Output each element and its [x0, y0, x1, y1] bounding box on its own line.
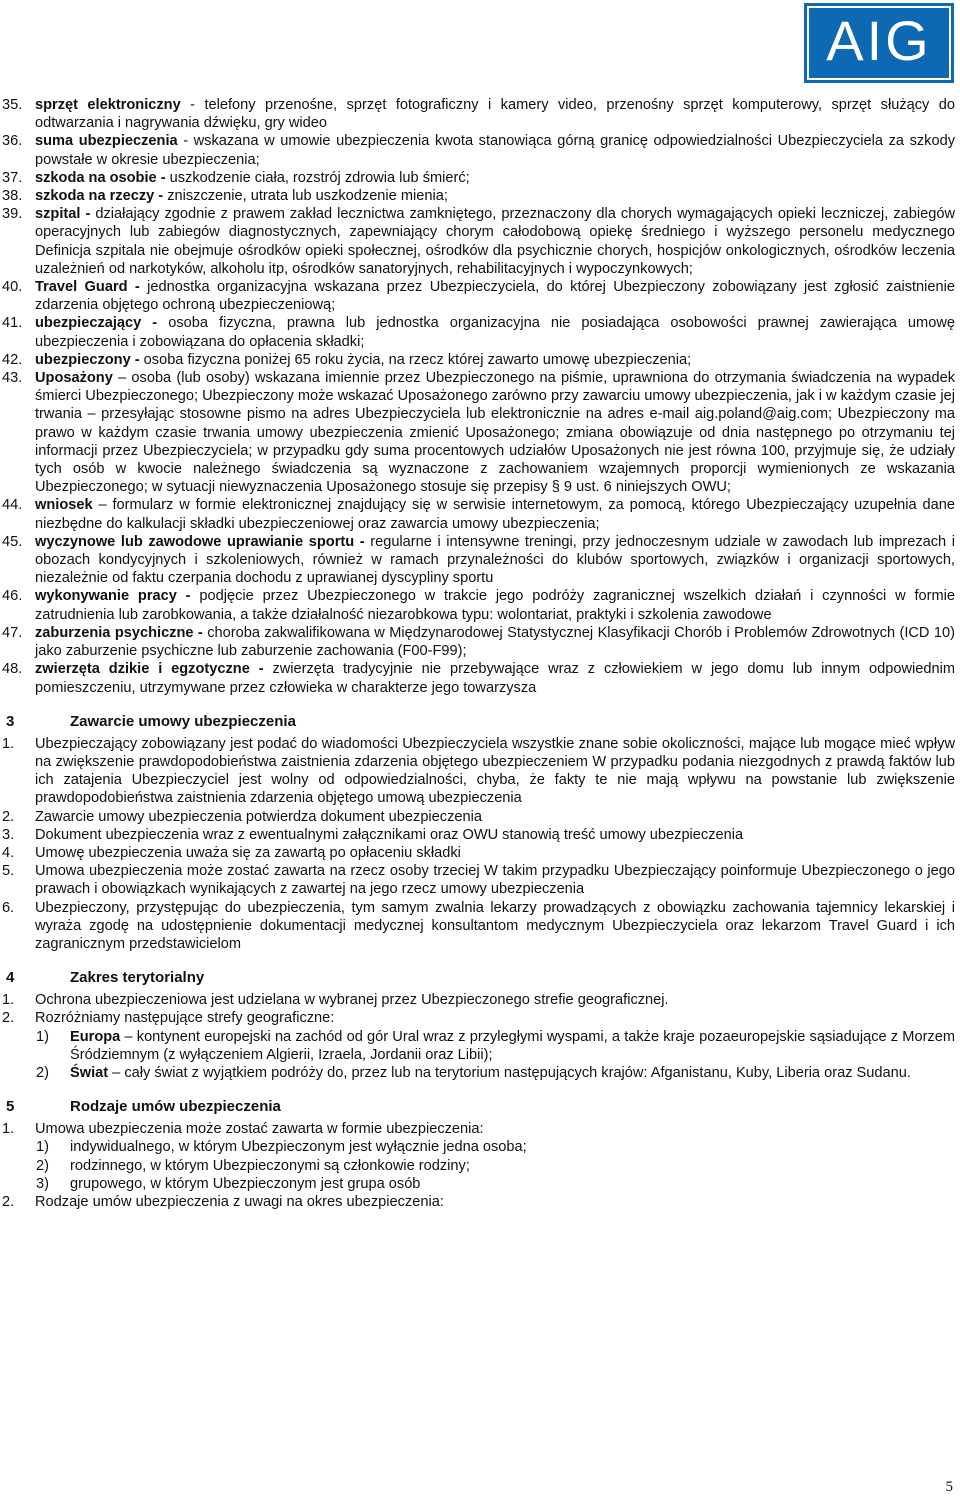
item-number: 47.	[2, 624, 23, 641]
definition-term: suma ubezpieczenia	[35, 133, 178, 150]
definition-item	[0, 496, 960, 532]
definition-term: sprzęt elektroniczny	[35, 97, 181, 113]
sub-item-term: Europa	[70, 1028, 121, 1045]
logo-text: AIG	[826, 9, 932, 72]
definition-term: szkoda na osobie -	[35, 169, 166, 186]
sub-item-text: indywidualnego, w którym Ubezpieczonym jest wyłącznie jedna osoba;	[70, 1139, 527, 1156]
sub-item	[0, 1157, 960, 1175]
definition-body: podjęcie przez Ubezpieczonego w trakcie jego podróży zagranicznej wszelkich działań i czynności w formie zatrudnienia lub zarobkowania, a także działalność niezarobkowa typu: wolontariat, praktyki i szkolenia zawodowe	[35, 588, 955, 623]
sub-item	[0, 1064, 960, 1082]
paragraph-number: 4.	[2, 844, 15, 861]
item-number: 39.	[2, 206, 23, 223]
definition-item	[0, 587, 960, 623]
section-paragraph	[0, 808, 960, 826]
paragraph-text: Ubezpieczony, przystępując do ubezpieczenia, tym samym zwalnia lekarzy prowadzących z obowiązku zachowania tajemnicy lekarskiej i wyraża zgodę na udostępnienie dokumentacji medycznej konsultantom medycznym Ubezpieczyciela oraz lekarzom Travel Guard i ich zagranicznym przedstawicielom	[35, 899, 955, 952]
paragraph-number: 2.	[2, 808, 15, 825]
definition-item	[0, 351, 960, 369]
paragraph-text: Rozróżniamy następujące strefy geograficzne:	[35, 1010, 335, 1027]
sub-item	[0, 1028, 960, 1064]
definition-body: zwierzęta tradycyjnie nie przebywające wraz z człowiekiem w jego domu lub innym odpowiednim pomieszczeniu, utrzymywane przez człowieka w charakterze jego towarzysza	[35, 661, 955, 696]
definition-item	[0, 187, 960, 205]
item-number: 37.	[2, 169, 23, 186]
paragraph-number: 1.	[2, 735, 15, 752]
paragraph-number: 2.	[2, 1193, 15, 1210]
section-paragraph	[0, 735, 960, 808]
sub-item-text: rodzinnego, w którym Ubezpieczonymi są członkowie rodziny;	[70, 1157, 470, 1174]
section-heading	[0, 1095, 960, 1115]
section-number: 5	[6, 1098, 15, 1116]
definition-item	[0, 169, 960, 187]
definition-term: Uposażony	[35, 370, 113, 387]
paragraph-text: Umowa ubezpieczenia może zostać zawarta na rzecz osoby trzeciej W takim przypadku Ubezpieczający poinformuje Ubezpieczonego o jego prawach i obowiązkach wynikających z zawartej na jego rzecz umowy ubezpieczenia	[35, 863, 955, 898]
sub-item-text: grupowego, w którym Ubezpieczonym jest grupa osób	[70, 1175, 421, 1192]
sub-item	[0, 1175, 960, 1193]
definitions-list	[0, 96, 960, 697]
sub-item-text: – cały świat z wyjątkiem podróży do, przez lub na terytorium następujących krajów: Afganistanu, Kuby, Liberia oraz Sudanu.	[108, 1064, 911, 1081]
item-number: 44.	[2, 497, 23, 514]
item-number: 41.	[2, 315, 23, 332]
item-number: 45.	[2, 533, 23, 550]
definition-body: uszkodzenie ciała, rozstrój zdrowia lub śmierć;	[165, 169, 470, 186]
definition-body: działający zgodnie z prawem zakład lecznictwa zamkniętego, przeznaczony dla chorych wymagających opieki leczniczej, zabiegów operacyjnych lub zabiegów diagnostycznych, zapewniający chorym całodobową opiekę średniego i wyższego personelu medycznego Definicja szpitala nie obejmuje ośrodków opieki społecznej, ośrodków dla psychicznie chorych, hospicjów onkologicznych, ośrodków leczenia uzależnień od narkotyków, alkoholu itp, ośrodków sanatoryjnych, rehabilitacyjnych i wypoczynkowych;	[35, 206, 955, 277]
paragraph-number: 3.	[2, 826, 15, 843]
definition-term: zwierzęta dzikie i egzotyczne -	[35, 661, 264, 678]
paragraph-number: 2.	[2, 1010, 15, 1027]
definition-item	[0, 278, 960, 314]
section-paragraph	[0, 899, 960, 954]
definition-body: regularne i intensywne treningi, przy jednoczesnym udziale w zawodach lub imprezach i obozach kondycyjnych i szkoleniowych, również w ramach przynależności do klubów sportowych, związków i organizacji sportowych, niezależnie od faktu czerpania dochodu z uprawianej dyscypliny sportu	[35, 533, 955, 587]
definition-body: - wskazana w umowie ubezpieczenia kwota stanowiąca górną granicę odpowiedzialności Ubezpieczyciela za szkody powstałe w okresie ubezpieczenia;	[35, 133, 955, 168]
item-number: 40.	[2, 279, 23, 296]
section-number: 3	[6, 712, 15, 730]
section-heading	[0, 710, 960, 730]
sub-item-number: 3)	[36, 1175, 49, 1192]
section-paragraph	[0, 826, 960, 844]
section-paragraph	[0, 1009, 960, 1027]
definition-body: - telefony przenośne, sprzęt fotograficzny i kamery video, przenośny sprzęt komputerowy, sprzęt służący do odtwarzania i nagrywania dźwięku, gry wideo	[35, 97, 956, 132]
definition-term: wykonywanie pracy -	[35, 588, 191, 605]
definition-item	[0, 369, 960, 496]
document-body	[0, 96, 960, 1211]
definition-item	[0, 314, 960, 350]
definition-item	[0, 96, 960, 132]
section-paragraph	[0, 991, 960, 1009]
definition-term: Travel Guard -	[35, 279, 140, 296]
paragraph-number: 1.	[2, 992, 15, 1009]
item-number: 42.	[2, 351, 23, 368]
item-number: 48.	[2, 661, 23, 678]
paragraph-text: Umowę ubezpieczenia uważa się za zawartą po opłaceniu składki	[35, 844, 461, 861]
sub-item-number: 1)	[36, 1139, 49, 1156]
definition-term: ubezpieczający -	[35, 315, 158, 332]
definition-body: osoba fizyczna poniżej 65 roku życia, na rzecz której zawarto umowę ubezpieczenia;	[139, 351, 692, 368]
definition-item	[0, 624, 960, 660]
definition-term: wyczynowe lub zawodowe uprawianie sportu -	[35, 533, 365, 550]
definition-term: ubezpieczony -	[35, 351, 140, 368]
page-number: 5	[945, 1479, 953, 1495]
definition-body: – formularz w formie elektronicznej znajdujący się w serwisie internetowym, za pomocą, którego Ubezpieczający uzupełnia dane niezbędne do kalkulacji składki ubezpieczeniowej oraz zawarcia umowy ubezpieczenia;	[35, 497, 955, 532]
section-number: 4	[6, 969, 15, 987]
sub-item-term: Świat	[70, 1064, 109, 1081]
paragraph-text: Ubezpieczający zobowiązany jest podać do wiadomości Ubezpieczyciela wszystkie znane sobie okoliczności, mające lub mogące mieć wpływ na zwiększenie prawdopodobieństwa zaistnienia zdarzenia objętego ubezpieczeniem W przypadku podania niezgodnych z prawdą faktów lub ich zatajenia Ubezpieczyciel jest wolny od odpowiedzialności, chyba, że fakty te nie mają wpływu na powstanie lub zwiększenie prawdopodobieństwa zaistnienia zdarzenia objętego umową ubezpieczenia	[35, 735, 955, 807]
sub-item-number: 1)	[36, 1028, 49, 1045]
definition-body: choroba zakwalifikowana w Międzynarodowej Statystycznej Klasyfikacji Chorób i Problemów Zdrowotnych (ICD 10) jako zaburzenie psychiczne lub zaburzenie zachowania (F00-F99);	[35, 624, 955, 660]
paragraph-number: 6.	[2, 899, 15, 916]
section-title: Zawarcie umowy ubezpieczenia	[70, 712, 296, 730]
section-paragraph	[0, 862, 960, 898]
section-title: Rodzaje umów ubezpieczenia	[70, 1098, 281, 1116]
paragraph-text: Dokument ubezpieczenia wraz z ewentualnymi załącznikami oraz OWU stanowią treść umowy ubezpieczenia	[35, 826, 744, 843]
section-heading	[0, 966, 960, 986]
definition-item	[0, 205, 960, 278]
item-number: 35.	[2, 97, 23, 113]
paragraph-text: Zawarcie umowy ubezpieczenia potwierdza dokument ubezpieczenia	[35, 808, 482, 825]
definition-term: szkoda na rzeczy -	[35, 188, 164, 205]
section-paragraph	[0, 844, 960, 862]
section-paragraph	[0, 1193, 960, 1211]
definition-item	[0, 660, 960, 696]
paragraph-text: Ochrona ubezpieczeniowa jest udzielana w wybranej przez Ubezpieczonego strefie geograficznej.	[35, 992, 669, 1009]
definition-body: osoba fizyczna, prawna lub jednostka organizacyjna nie posiadająca osobowości prawnej zawierająca umowę ubezpieczenia i zobowiązana do opłacenia składki;	[35, 315, 955, 350]
paragraph-number: 1.	[2, 1121, 15, 1138]
definition-item	[0, 132, 960, 168]
paragraph-number: 5.	[2, 863, 15, 880]
paragraph-text: Rodzaje umów ubezpieczenia z uwagi na okres ubezpieczenia:	[35, 1193, 444, 1210]
definition-body: jednostka organizacyjna wskazana przez Ubezpieczyciela, do której Ubezpieczony zobowiązany jest zgłosić zaistnienie zdarzenia objętego ochroną ubezpieczeniową;	[35, 279, 955, 314]
sub-item	[0, 1138, 960, 1156]
definition-item	[0, 533, 960, 588]
definition-term: wniosek	[35, 497, 93, 514]
item-number: 43.	[2, 370, 23, 387]
section-title: Zakres terytorialny	[70, 969, 205, 987]
sub-item-number: 2)	[36, 1064, 49, 1081]
paragraph-text: Umowa ubezpieczenia może zostać zawarta w formie ubezpieczenia:	[35, 1121, 484, 1138]
item-number: 38.	[2, 188, 23, 205]
definition-term: zaburzenia psychiczne -	[35, 624, 203, 641]
section-paragraph	[0, 1120, 960, 1138]
item-number: 46.	[2, 588, 23, 605]
definition-body: zniszczenie, utrata lub uszkodzenie mienia;	[163, 188, 448, 205]
item-number: 36.	[2, 133, 23, 150]
definition-term: szpital -	[35, 206, 91, 223]
definition-body: – osoba (lub osoby) wskazana imiennie przez Ubezpieczonego na piśmie, uprawniona do otrzymania świadczenia na wypadek śmierci Ubezpieczonego; Ubezpieczony może wskazać Uposażonego zarówno przy zawarciu umowy ubezpieczenia, jak i w każdym czasie jej trwania – przesyłając stosowne pismo na adres Ubezpieczyciela lub elektronicznie na adres e-mail aig.poland@aig.com; Ubezpieczony ma prawo w każdym czasie trwania umowy ubezpieczenia zmienić Uposażonego; zmiana obowiązuje od dnia następnego po otrzymaniu tej informacji przez Ubezpieczyciela; w przypadku gdy suma procentowych udziałów Uposażonych nie jest równa 100, przyjmuje się, że udziały tych osób w kwocie należnego świadczenia są wyznaczone z zachowaniem wzajemnych proporcji wymienionych ze wskazania Ubezpieczonego; w sytuacji niewyznaczenia Uposażonego stosuje się przepisy § 9 ust. 6 niniejszych OWU;	[35, 370, 955, 496]
sub-item-text: – kontynent europejski na zachód od gór Ural wraz z przyległymi wyspami, a także kraje pozaeuropejskie sąsiadujące z Morzem Śródziemnym (z wyłączeniem Algierii, Izraela, Jordanii oraz Libii);	[70, 1028, 955, 1063]
sub-item-number: 2)	[36, 1157, 49, 1174]
aig-logo	[804, 3, 954, 83]
